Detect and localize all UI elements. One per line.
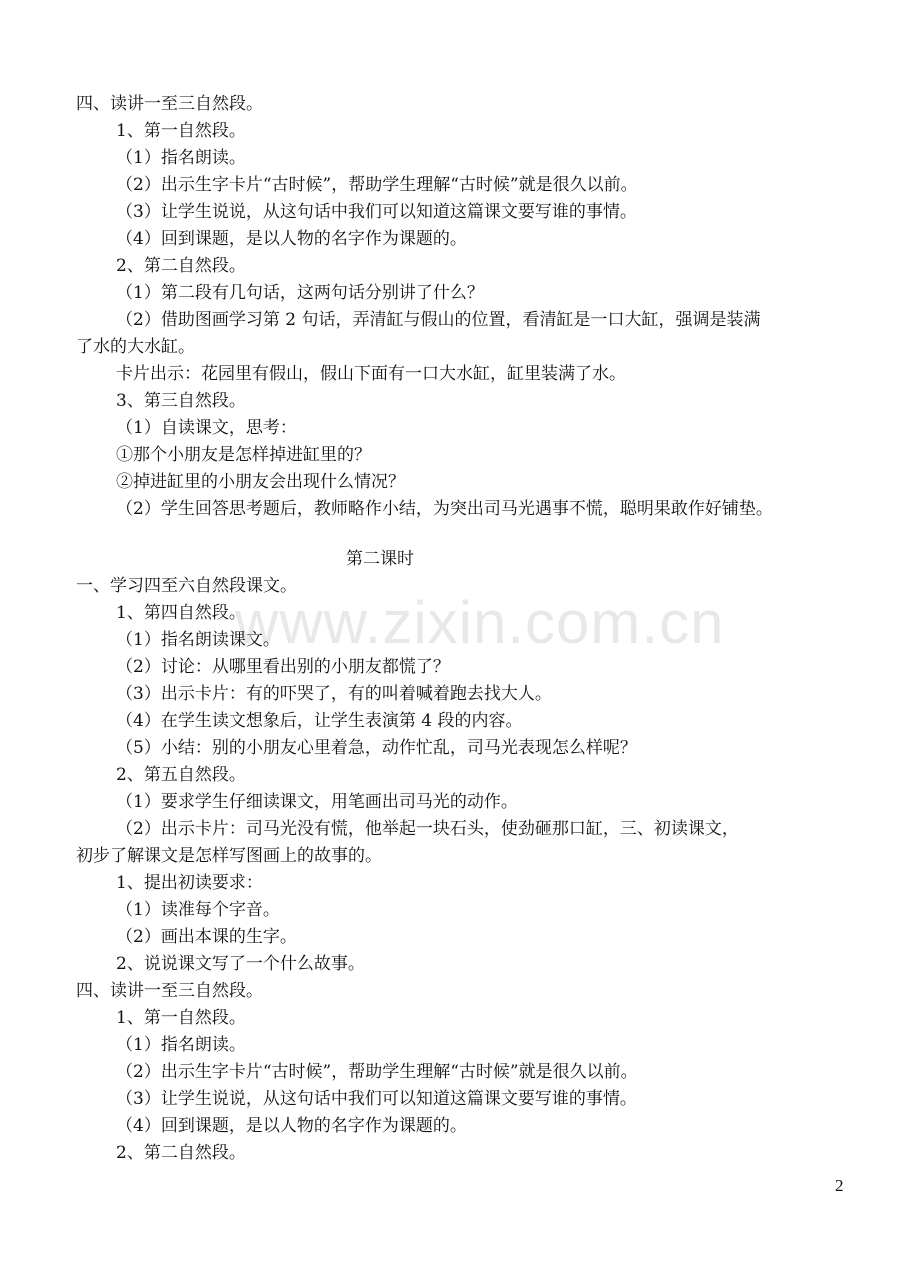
text-line: 卡片出示：花园里有假山，假山下面有一口大水缸，缸里装满了水。	[116, 364, 626, 384]
section-heading: 四、读讲一至三自然段。	[76, 981, 263, 1001]
text-line: 1、提出初读要求：	[116, 873, 263, 893]
text-line: （2）出示卡片：司马光没有慌，他举起一块石头，使劲砸那口缸，三、初读课文，	[116, 819, 739, 839]
text-line: （2）借助图画学习第 2 句话，弄清缸与假山的位置，看清缸是一口大缸，强调是装满	[116, 310, 761, 330]
lesson-title: 第二课时	[346, 549, 414, 569]
text-line: （1）自读课文，思考：	[116, 418, 297, 438]
text-line: （5）小结：别的小朋友心里着急，动作忙乱，司马光表现怎么样呢？	[116, 738, 637, 758]
text-line: 2、第二自然段。	[116, 1143, 246, 1163]
section-heading: 一、学习四至六自然段课文。	[76, 576, 297, 596]
text-line: 2、说说课文写了一个什么故事。	[116, 954, 365, 974]
text-line: （2）出示生字卡片“古时候”，帮助学生理解“古时候”就是很久以前。	[116, 1062, 638, 1082]
text-line: 了水的大水缸。	[76, 337, 195, 357]
text-line: （1）第二段有几句话，这两句话分别讲了什么？	[116, 283, 484, 303]
section-heading: 四、读讲一至三自然段。	[76, 94, 263, 114]
text-line: （3）让学生说说，从这句话中我们可以知道这篇课文要写谁的事情。	[116, 202, 637, 222]
text-line: 2、第五自然段。	[116, 765, 246, 785]
text-line: 初步了解课文是怎样写图画上的故事的。	[76, 846, 382, 866]
text-line: （4）回到课题，是以人物的名字作为课题的。	[116, 1116, 467, 1136]
page-number: 2	[835, 1176, 844, 1195]
watermark: www.zixin.com.cn	[235, 589, 725, 656]
text-line: ②掉进缸里的小朋友会出现什么情况？	[116, 472, 405, 492]
text-line: （1）读准每个字音。	[116, 900, 280, 920]
text-line: （4）回到课题，是以人物的名字作为课题的。	[116, 229, 467, 249]
text-line: （3）让学生说说，从这句话中我们可以知道这篇课文要写谁的事情。	[116, 1089, 637, 1109]
text-line: （1）要求学生仔细读课文，用笔画出司马光的动作。	[116, 792, 518, 812]
text-line: 1、第四自然段。	[116, 603, 246, 623]
text-line: （2）画出本课的生字。	[116, 927, 297, 947]
text-line: 1、第一自然段。	[116, 1008, 246, 1028]
text-line: （2）学生回答思考题后，教师略作小结，为突出司马光遇事不慌，聪明果敢作好铺垫。	[116, 499, 773, 519]
text-line: 3、第三自然段。	[116, 391, 246, 411]
text-line: （2）讨论：从哪里看出别的小朋友都慌了？	[116, 657, 450, 677]
text-line: 1、第一自然段。	[116, 121, 246, 141]
text-line: 2、第二自然段。	[116, 256, 246, 276]
text-line: （1）指名朗读课文。	[116, 630, 280, 650]
text-line: （1）指名朗读。	[116, 148, 246, 168]
text-line: （3）出示卡片：有的吓哭了，有的叫着喊着跑去找大人。	[116, 684, 552, 704]
text-line: ①那个小朋友是怎样掉进缸里的？	[116, 445, 371, 465]
text-line: （4）在学生读文想象后，让学生表演第 4 段的内容。	[116, 711, 523, 731]
text-line: （2）出示生字卡片“古时候”，帮助学生理解“古时候”就是很久以前。	[116, 175, 638, 195]
text-line: （1）指名朗读。	[116, 1035, 246, 1055]
